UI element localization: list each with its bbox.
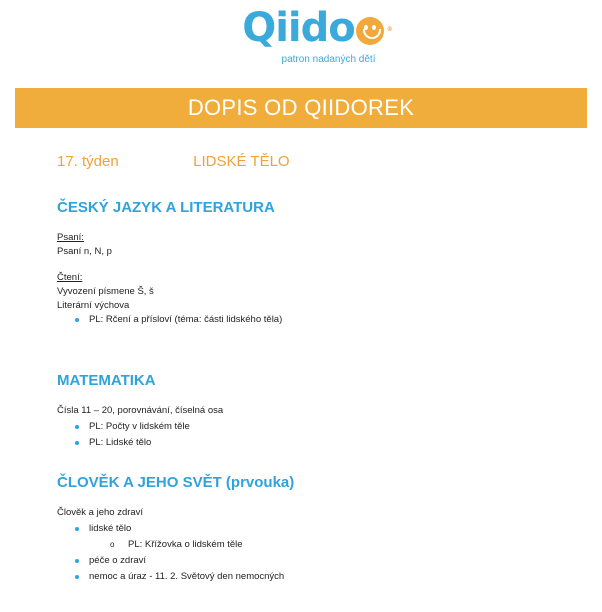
math-bullets [57, 420, 223, 450]
math-section [57, 404, 223, 450]
week-topic: LIDSKÉ TĚLO [193, 153, 290, 170]
world-section [57, 506, 284, 584]
math-text: Čísla 11 – 20, porovnávání, číselná osa [57, 405, 224, 416]
smiley-icon [356, 17, 384, 45]
circle-bullet-icon: o [110, 540, 115, 549]
czech-bullets [57, 313, 282, 327]
sub-list-item [57, 538, 284, 552]
world-bullets [57, 522, 284, 584]
logo-area [0, 6, 602, 50]
registered-mark: ® [386, 26, 392, 33]
sub-item-text: PL: Křížovka o lidském těle [128, 539, 243, 550]
list-item: PL: Lidské tělo [57, 436, 223, 450]
czech-heading: ČESKÝ JAZYK A LITERATURA [57, 199, 275, 216]
writing-text: Psaní n, N, p [57, 246, 112, 257]
logo-tagline: patron nadaných dětí [281, 54, 376, 65]
logo-text: Qiido [242, 5, 355, 51]
list-item: PL: Počty v lidském těle [57, 420, 223, 434]
reading-line: Literární výchova [57, 300, 130, 311]
list-item: lidské tělo [57, 522, 284, 536]
qiido-logo [242, 5, 392, 51]
reading-label: Čtení: [57, 272, 83, 283]
list-item: péče o zdraví [57, 554, 284, 568]
math-heading: MATEMATIKA [57, 372, 156, 389]
world-heading: ČLOVĚK A JEHO SVĚT (prvouka) [57, 474, 295, 491]
reading-line: Vyvození písmene Š, š [57, 286, 154, 297]
page-banner: DOPIS OD QIIDOREK [15, 88, 587, 128]
czech-section [57, 231, 282, 327]
list-item: PL: Rčení a přísloví (téma: části lidského těla) [57, 313, 282, 327]
list-item: nemoc a úraz - 11. 2. Světový den nemocných [57, 570, 284, 584]
world-text: Člověk a jeho zdraví [57, 507, 144, 518]
week-row [57, 153, 290, 170]
writing-label: Psaní: [57, 232, 84, 243]
week-label: 17. týden [57, 153, 119, 170]
